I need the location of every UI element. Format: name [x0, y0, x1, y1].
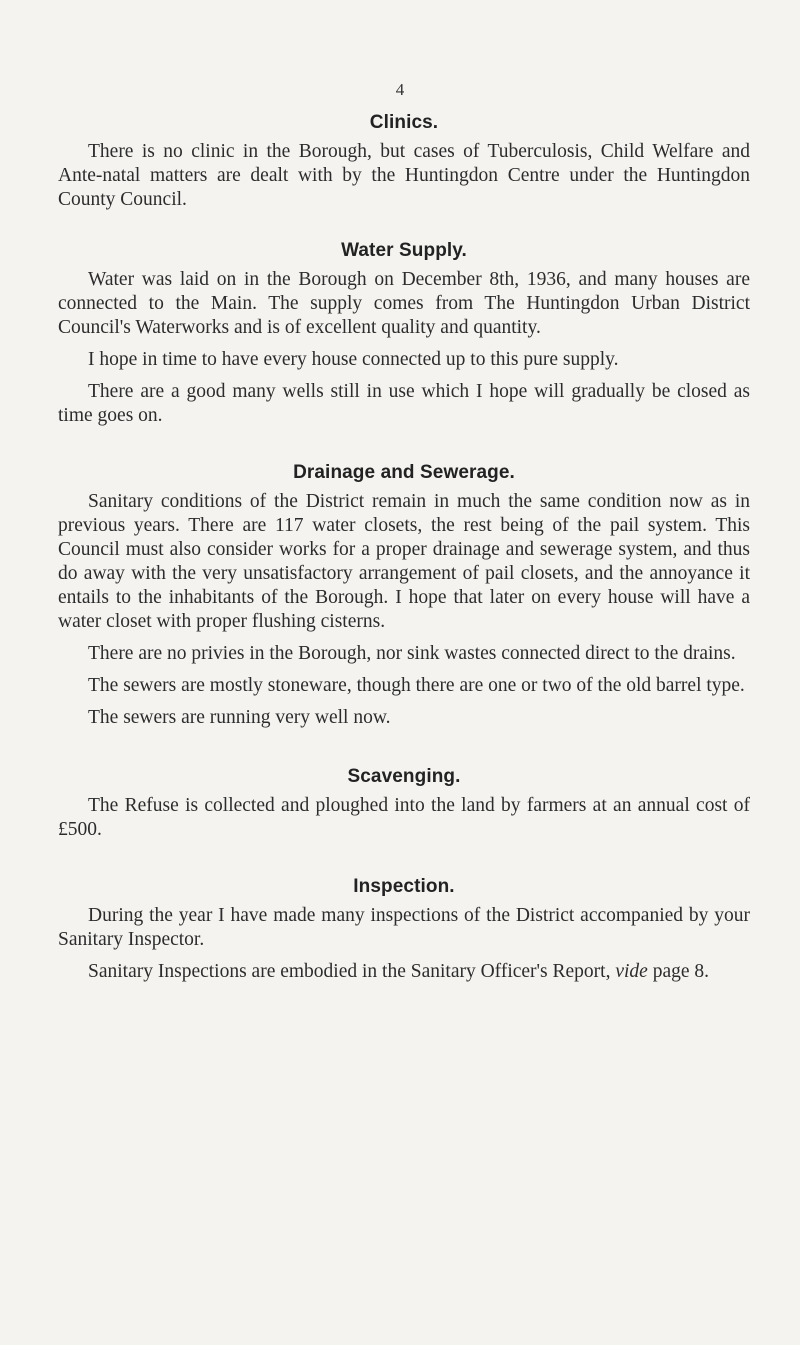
paragraph: The sewers are running very well now.: [88, 707, 391, 728]
italic-term: vide: [615, 961, 648, 982]
paragraph: There are no privies in the Borough, nor sink wastes connected direct to the drains.: [88, 643, 736, 664]
paragraph: Sanitary conditions of the District remain in much the same condition now as in previous years. There are 117 water closets, the rest being of the pail system. This Council must also consider works for a proper drainage and sewerage system, and thus do away with the very unsatisfactory arrangement of pail closets, and the annoyance it entails to the inhabitants of the Borough. I hope that later on every house will have a water closet with proper flushing cisterns.: [58, 491, 750, 632]
heading-drainage-sewerage: Drainage and Sewerage.: [293, 462, 515, 483]
paragraph: There are a good many wells still in use which I hope will gradually be closed as time goes on.: [58, 381, 750, 426]
paragraph-inspection-last: [58, 960, 750, 984]
paragraph: There is no clinic in the Borough, but cases of Tuberculosis, Child Welfare and Ante-natal matters are dealt with by the Huntingdon Centre under the Huntingdon County Council.: [58, 141, 750, 210]
text-run: Sanitary Inspections are embodied in the Sanitary Officer's Report,: [88, 961, 616, 982]
page-number: 4: [395, 80, 405, 99]
paragraph: I hope in time to have every house connected up to this pure supply.: [88, 349, 619, 370]
section-scavenging: [58, 766, 750, 842]
paragraph: The sewers are mostly stoneware, though there are one or two of the old barrel type.: [88, 675, 745, 696]
heading-inspection: Inspection.: [353, 876, 455, 897]
section-drainage-sewerage: [58, 462, 750, 730]
page-content: [58, 112, 750, 984]
paragraph: During the year I have made many inspections of the District accompanied by your Sanitary Inspector.: [58, 905, 750, 950]
heading-scavenging: Scavenging.: [347, 766, 461, 787]
heading-water-supply: Water Supply.: [341, 240, 467, 261]
section-inspection: [58, 876, 750, 984]
heading-clinics: Clinics.: [369, 112, 439, 133]
paragraph: Water was laid on in the Borough on December 8th, 1936, and many houses are connected to the Main. The supply comes from The Huntingdon Urban District Council's Waterworks and is of excellent quality and quantity.: [58, 269, 750, 338]
paragraph: The Refuse is collected and ploughed into the land by farmers at an annual cost of £500.: [58, 795, 750, 840]
section-clinics: [58, 112, 750, 212]
section-water-supply: [58, 240, 750, 428]
text-run: page 8.: [647, 961, 710, 982]
